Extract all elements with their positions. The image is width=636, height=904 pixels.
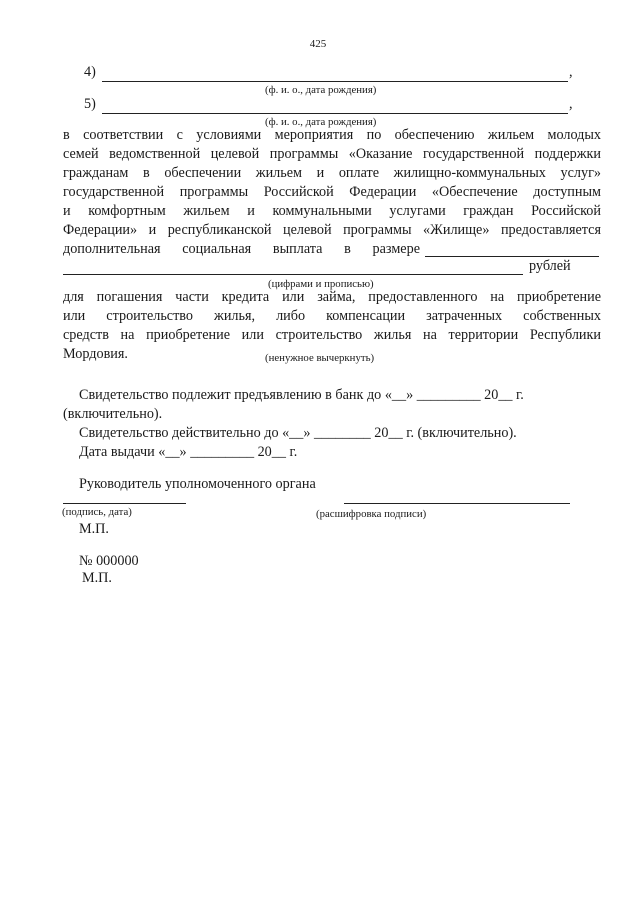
paragraph-line: дополнительная социальная выплата в размере xyxy=(63,241,420,257)
paragraph-line: и комфортным жильем и коммунальными услугами граждан Российской xyxy=(63,203,601,219)
person-caption: (ф. и. о., дата рождения) xyxy=(265,84,377,96)
decode-line xyxy=(344,503,570,504)
paragraph-line: семей ведомственной целевой программы «Оказание государственной поддержки xyxy=(63,146,601,162)
paragraph-line: Мордовия. xyxy=(63,346,128,362)
head-title: Руководитель уполномоченного органа xyxy=(79,476,316,492)
amount-currency: рублей xyxy=(529,258,571,274)
person-row-comma: , xyxy=(569,64,573,80)
bank-line: Свидетельство подлежит предъявлению в банк до «__» _________ 20__ г. xyxy=(79,387,524,403)
paragraph-line: средств на приобретение или строительство жилья на территории Республики xyxy=(63,327,601,343)
amount-line xyxy=(425,256,599,257)
paragraph-line: для погашения части кредита или займа, предоставленного на приобретение xyxy=(63,289,601,305)
amount-line xyxy=(63,274,523,275)
page-number: 425 xyxy=(309,38,327,50)
stamp-label: М.П. xyxy=(79,521,109,537)
amount-caption: (цифрами и прописью) xyxy=(268,278,374,290)
person-caption: (ф. и. о., дата рождения) xyxy=(265,116,377,128)
person-row-number: 5) xyxy=(84,96,96,112)
stamp-label: М.П. xyxy=(82,570,112,586)
certificate-number: № 000000 xyxy=(79,553,139,569)
paragraph-line: государственной программы Российской Федерации «Обеспечение доступным xyxy=(63,184,601,200)
paragraph-line: Федерации» и республиканской целевой программы «Жилище» предоставляется xyxy=(63,222,601,238)
paragraph-line: в соответствии с условиями мероприятия по обеспечению жильем молодых xyxy=(63,127,601,143)
person-name-line xyxy=(102,81,568,82)
bank-line-continued: (включительно). xyxy=(63,406,163,422)
decode-caption: (расшифровка подписи) xyxy=(316,508,427,520)
valid-line: Свидетельство действительно до «__» ________ 20__ г. (включительно). xyxy=(79,425,517,441)
signature-caption: (подпись, дата) xyxy=(62,506,132,518)
strike-note: (ненужное вычеркнуть) xyxy=(265,352,375,364)
person-row-comma: , xyxy=(569,96,573,112)
paragraph-line: или строительство жилья, либо компенсации затраченных собственных xyxy=(63,308,601,324)
paragraph-line: гражданам в обеспечении жильем и оплате жилищно-коммунальных услуг» xyxy=(63,165,601,181)
person-name-line xyxy=(102,113,568,114)
signature-line xyxy=(63,503,186,504)
person-row-number: 4) xyxy=(84,64,96,80)
issue-date-line: Дата выдачи «__» _________ 20__ г. xyxy=(79,444,298,460)
